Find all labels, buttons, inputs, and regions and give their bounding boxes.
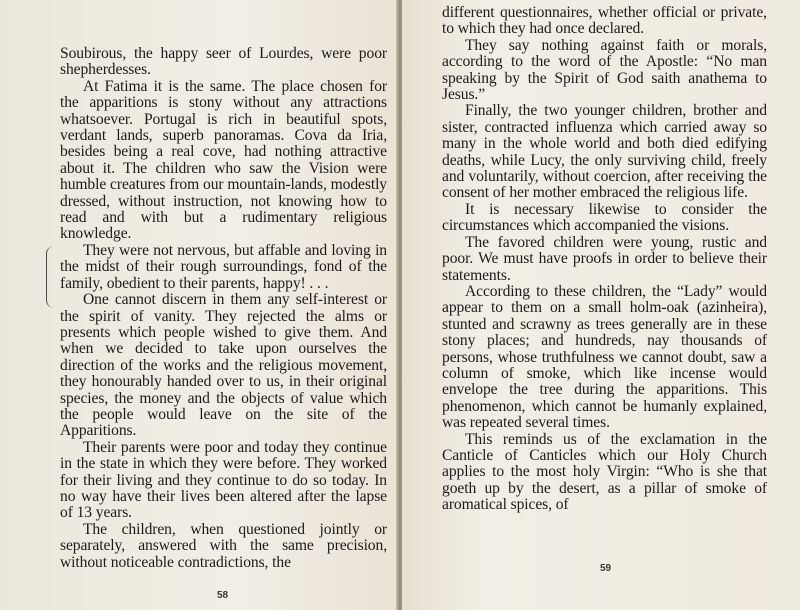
- paragraph: At Fatima it is the same. The place chosen for the apparitions is stony without any attractions whatsoever. Portugal is rich in beautiful spots, verdant lands, superb panoramas. Cova da Iria, besides being a real cove, had nothing attractive about it. The children who saw the Vision were humble creatures from our mountain-lands, modestly dressed, without instruction, not knowing how to read and with but a rudimentary religious knowledge.: [60, 77, 387, 243]
- page-number: 59: [600, 563, 612, 574]
- page-number: 58: [217, 590, 229, 601]
- right-page: [402, 0, 800, 610]
- pencil-bracket-mark: [46, 246, 57, 308]
- paragraph: They were not nervous, but affable and loving in the midst of their rough surroundings, fond of the family, obedient to their parents, happy! . . .: [60, 241, 387, 292]
- left-page: [0, 0, 398, 610]
- right-page-text: [442, 5, 767, 514]
- paragraph: According to these children, the “Lady” would appear to them on a small holm-oak (azinheira), stunted and scrawny as trees generally are in these stony places; and hundreds, nay thousands of persons, whose truthfulness we cannot doubt, saw a column of smoke, which like incense would envelope the tree during the apparitions. This phenomenon, which cannot be humanly explained, was repeated several times.: [442, 282, 767, 432]
- paragraph: The favored children were young, rustic and poor. We must have proofs in order to believe their statements.: [442, 233, 767, 284]
- paragraph: The children, when questioned jointly or separately, answered with the same precision, without noticeable contradictions, the: [60, 520, 387, 571]
- paragraph: different questionnaires, whether official or private, to which they had once declared.: [442, 4, 767, 38]
- paragraph: One cannot discern in them any self-interest or the spirit of vanity. They rejected the alms or presents which people wished to give them. And when we decided to take upon ourselves the direction of the works and the religious movement, they honourably handed over to us, in their original species, the money and the objects of value which the people would leave on the site of the Apparitions.: [60, 291, 387, 440]
- paragraph: They say nothing against faith or morals, according to the word of the Apostle: “No man speaking by the Spirit of God saith anathema to Jesus.”: [442, 36, 767, 104]
- left-page-text: [60, 46, 387, 571]
- paragraph: It is necessary likewise to consider the circumstances which accompanied the visions.: [442, 200, 767, 235]
- paragraph: Finally, the two younger children, brother and sister, contracted influenza which carried away so many in the whole world and both died edifying deaths, while Lucy, the only surviving child, freely and voluntarily, without coercion, after receiving the consent of her mother embraced the religious life.: [442, 102, 767, 202]
- paragraph: This reminds us of the exclamation in the Canticle of Canticles which our Holy Church applies to the most holy Virgin: “Who is she that goeth up by the desert, as a pillar of smoke of aromatical spices, of: [442, 430, 767, 514]
- paragraph: Soubirous, the happy seer of Lourdes, were poor shepherdesses.: [60, 45, 387, 79]
- paragraph: Their parents were poor and today they continue in the state in which they were before. They worked for their living and they continue to do so today. In no way have their lives been altered after the lapse of 13 years.: [60, 438, 387, 522]
